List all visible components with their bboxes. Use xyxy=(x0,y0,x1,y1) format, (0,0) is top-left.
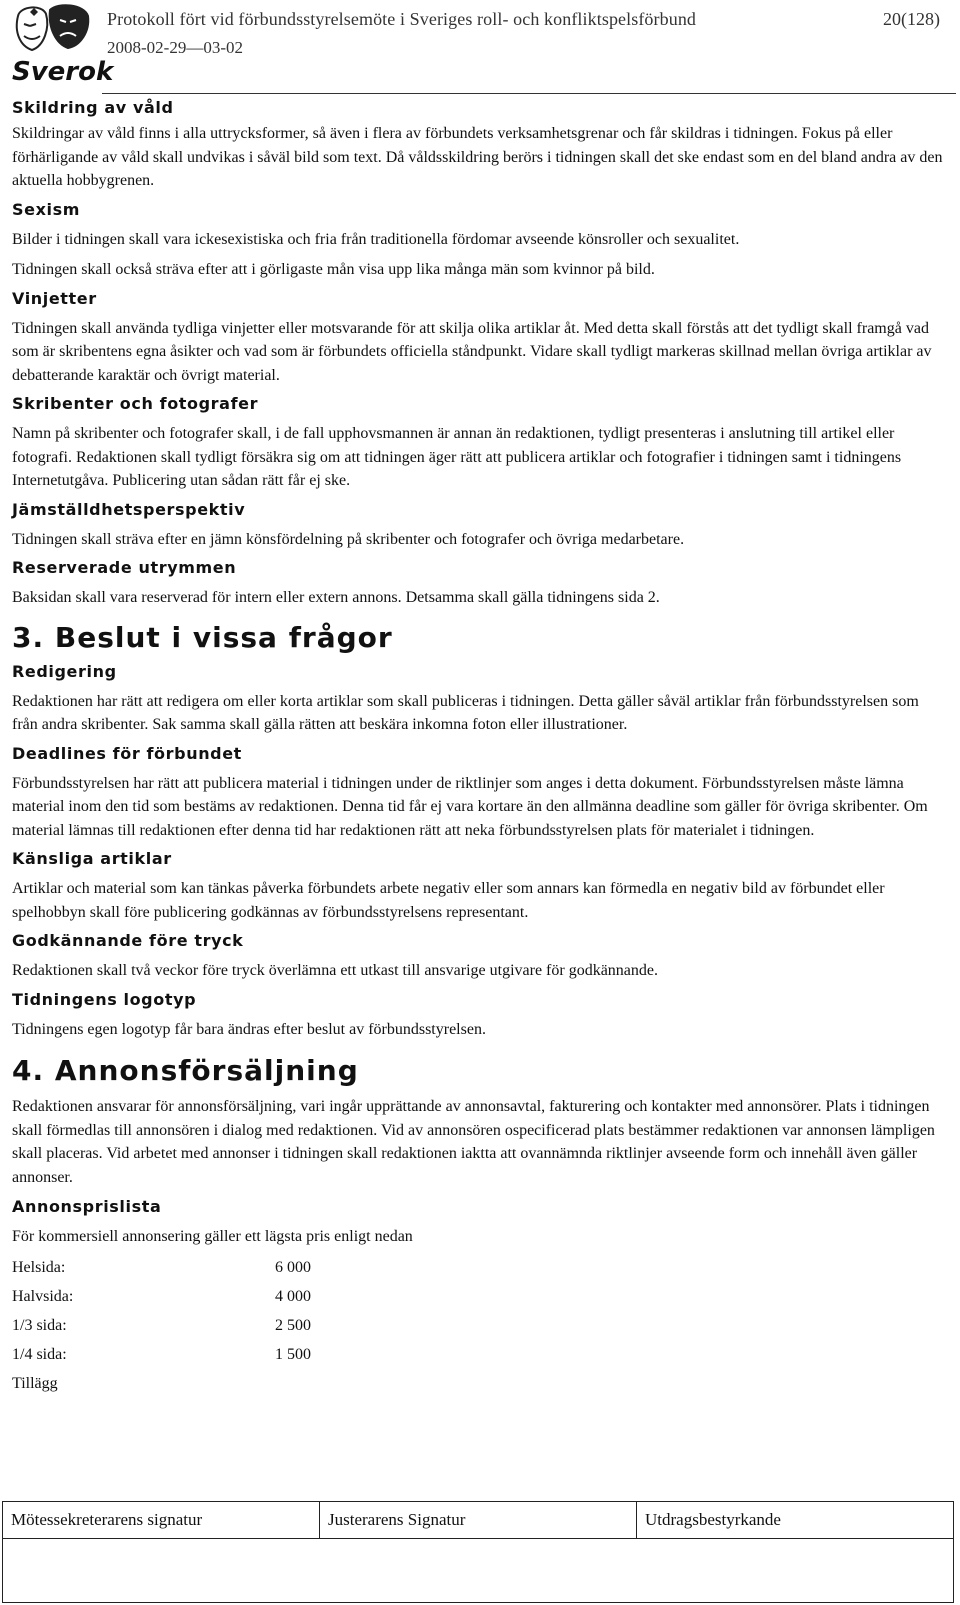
section-heading: Jämställdhetsperspektiv xyxy=(12,499,246,519)
paragraph: Bilder i tidningen skall vara ickesexistiska och fria från traditionella fördomar avseende könsroller och sexualitet. xyxy=(12,230,740,248)
paragraph: Förbundsstyrelsen har rätt att publicera material i tidningen under de riktlinjer som anges i detta dokument. Förbundsstyrelsen måste lämna material inom den tid som bestäms av redaktionen. Denna tid får ej vara kortare än den allmänna deadline som gäller för övriga skribenter. Om material lämnas till redaktionen efter denna tid har redaktionen rätt att neka förbundsstyrelsen plats för materialet i tidningen. xyxy=(12,774,928,839)
price-row xyxy=(12,1369,948,1398)
paragraph: Redaktionen skall två veckor före tryck överlämna ett utkast till ansvarige utgivare för godkännande. xyxy=(12,962,658,979)
price-row xyxy=(12,1311,948,1340)
price-value: 4 000 xyxy=(275,1287,311,1305)
section-heading: Reserverade utrymmen xyxy=(12,558,237,577)
price-row xyxy=(12,1253,948,1282)
document-title: Protokoll fört vid förbundsstyrelsemöte i Sveriges roll- och konfliktspelsförbund xyxy=(107,9,697,29)
paragraph: Baksidan skall vara reserverad för intern eller extern annons. Detsamma skall gälla tidningens sida 2. xyxy=(12,589,660,606)
paragraph: Tidningens egen logotyp får bara ändras efter beslut av förbundsstyrelsen. xyxy=(12,1020,486,1038)
section-heading: Sexism xyxy=(12,199,80,219)
document-body xyxy=(12,98,948,1398)
chapter-heading: 4. Annonsförsäljning xyxy=(12,1054,359,1087)
paragraph: Redaktionen har rätt att redigera om eller korta artiklar som skall publiceras i tidningen. Detta gäller såväl artiklar från förbundsstyrelsen som från andra skribenter. Sak samma skall gälla rätten att beskära inkomna foton eller illustrationer. xyxy=(12,692,919,733)
price-label: Halvsida: xyxy=(12,1287,74,1305)
price-label: 1/3 sida: xyxy=(12,1316,67,1334)
paragraph: För kommersiell annonsering gäller ett lägsta pris enligt nedan xyxy=(12,1228,413,1245)
price-label: Helsida: xyxy=(12,1258,66,1276)
section-heading: Tidningens logotyp xyxy=(12,989,197,1009)
paragraph: Redaktionen ansvarar för annonsförsäljning, vari ingår upprättande av annonsavtal, fakturering och kontakter med annonsörer. Plats i tidningen skall förmedlas till annonsören i dialog med redaktionen. Vid av annonsören ospecificerad plats bestämmer redaktionen var annonsen lämpligen skall placeras. Vid arbetet med annonser i tidningen skall redaktionen iaktta att ovannämnda riktlinjer avseende form och innehåll även gäller annonser. xyxy=(12,1098,935,1186)
section-heading: Vinjetter xyxy=(12,288,97,308)
logo-text: Sverok xyxy=(12,57,114,87)
price-value: 1 500 xyxy=(275,1345,311,1363)
paragraph: Tidningen skall använda tydliga vinjetter eller motsvarande för att skilja olika artiklar åt. Med detta skall förstås att det tydligt skall framgå vad som är skribentens egna åsikter och vad som är förbundets officiella ståndpunkt. Vidare skall tydligt markeras skillnad mellan övriga artiklar av debatterande karaktär och övrigt material. xyxy=(12,319,932,384)
section-heading: Deadlines för förbundet xyxy=(12,743,242,763)
section-heading: Redigering xyxy=(12,661,117,681)
price-value: 6 000 xyxy=(275,1258,311,1276)
signature-table xyxy=(2,1501,954,1603)
price-row xyxy=(12,1340,948,1369)
section-heading: Skildring av våld xyxy=(12,98,174,117)
price-label: 1/4 sida: xyxy=(12,1345,67,1363)
section-heading: Annonsprislista xyxy=(12,1197,162,1216)
section-heading: Godkännande före tryck xyxy=(12,931,244,950)
chapter-heading: 3. Beslut i vissa frågor xyxy=(12,620,393,654)
paragraph: Tidningen skall sträva efter en jämn könsfördelning på skribenter och fotografer och övriga medarbetare. xyxy=(12,530,685,548)
paragraph: Tidningen skall också sträva efter att i görligaste mån visa upp lika många män som kvinnor på bild. xyxy=(12,261,655,278)
certification-cell: Utdragsbestyrkande xyxy=(645,1510,781,1529)
price-value: 2 500 xyxy=(275,1316,311,1334)
meeting-date: 2008-02-29—03-02 xyxy=(107,38,243,57)
price-row xyxy=(12,1282,948,1311)
page-number: 20(128) xyxy=(883,9,940,29)
page-header xyxy=(0,0,960,96)
paragraph: Namn på skribenter och fotografer skall, i de fall upphovsmannen är annan än redaktionen, tydligt presenteras i anslutning till artikel eller fotografi. Redaktionen skall tydligt försäkra sig om att tidningen äger rätt att publicera artiklar och fotografier i tidningen samt i tidningens Internetutgåva. Publicering utan sådan rätt får ej ske. xyxy=(12,425,902,489)
section-heading: Känsliga artiklar xyxy=(12,849,172,868)
paragraph: Artiklar och material som kan tänkas påverka förbundets arbete negativ eller som annars kan förmedla en negativ bild av förbundet eller spelhobbyn skall före publicering godkännas av förbundsstyrelsens representant. xyxy=(12,880,885,921)
adjuster-signature-cell: Justerarens Signatur xyxy=(320,1502,637,1538)
price-label: Tillägg xyxy=(12,1374,58,1392)
section-heading: Skribenter och fotografer xyxy=(12,394,259,413)
signature-header-row xyxy=(3,1502,953,1539)
header-rule xyxy=(102,93,956,94)
price-list xyxy=(12,1253,948,1398)
secretary-signature-cell: Mötessekreterarens signatur xyxy=(3,1502,320,1538)
sverok-logo xyxy=(10,2,114,87)
paragraph: Skildringar av våld finns i alla uttrycksformer, så även i flera av förbundets verksamhetsgrenar och får skildras i tidningen. Fokus på eller förhärligande av våld skall undvikas i såväl bild som text. Då våldsskildring berörs i tidningen skall det ske endast som en del bland andra av den aktuella hobbygrenen. xyxy=(12,125,943,189)
